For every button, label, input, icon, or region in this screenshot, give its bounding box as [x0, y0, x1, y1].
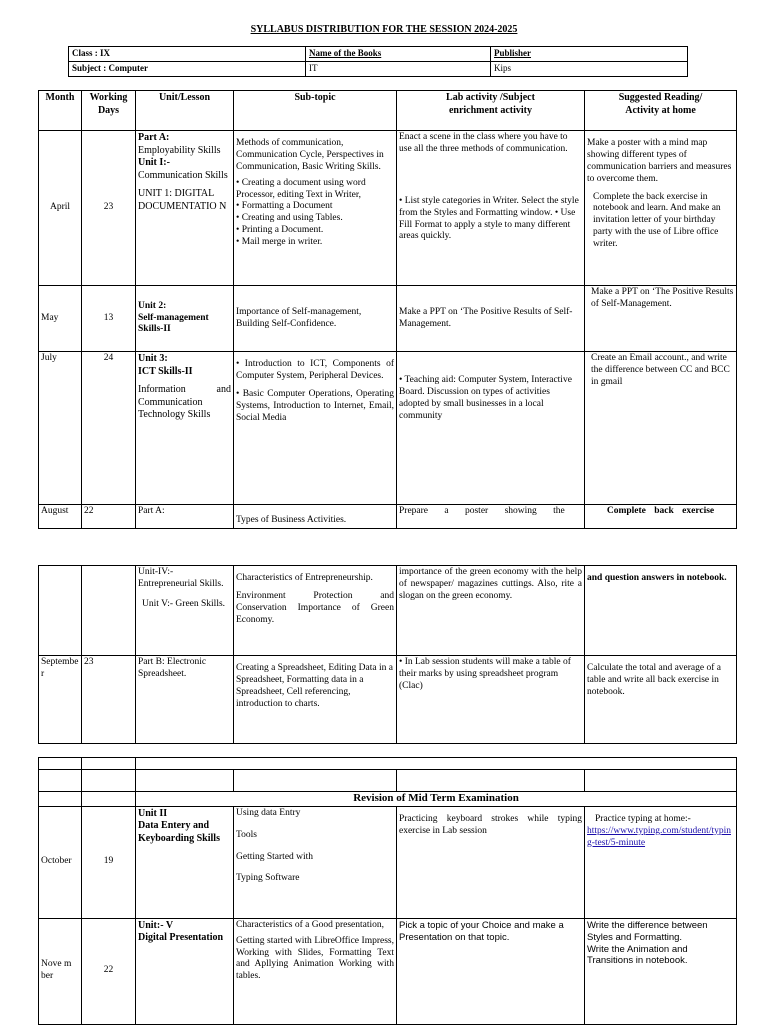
july-subtopic: • Introduction to ICT, Components of Computer System, Peripheral Devices. • Basic Computer Operations, Operating Systems, Introduction to Internet, Email, Social Media	[234, 352, 397, 505]
october-days: 19	[82, 806, 136, 918]
august-subtopic: Types of Business Activities.	[234, 505, 397, 529]
october-subtopic: Using data Entry Tools Getting Started with Typing Software	[234, 806, 397, 918]
august-cont-subtopic: Characteristics of Entrepreneurship. Environment Protection and Conservation Importance of Green Economy.	[234, 566, 397, 656]
class-label: Class : IX	[69, 47, 306, 62]
table-row-september	[39, 656, 737, 744]
october-unit: Unit II Data Entery and Keyboarding Skills	[136, 806, 234, 918]
august-month: August	[39, 505, 82, 529]
typing-test-link[interactable]: https://www.typing.com/student/typing-test/5-minute	[587, 825, 731, 848]
august-cont-lab: importance of the green economy with the help of newspaper/ magazines cuttings. Also, rite a slogan on the green economy.	[397, 566, 585, 656]
august-lab: Prepare a poster showing the	[397, 505, 585, 529]
info-table	[68, 46, 688, 77]
publisher-label: Publisher	[491, 47, 688, 62]
july-month: July	[39, 352, 82, 505]
may-month: May	[39, 286, 82, 352]
page-title: SYLLABUS DISTRIBUTION FOR THE SESSION 2024-2025	[250, 24, 518, 35]
header-lab: Lab activity /Subject enrichment activity	[397, 91, 585, 131]
september-days: 23	[82, 656, 136, 744]
revision-heading: Revision of Mid Term Examination	[136, 792, 737, 807]
november-reading: Write the difference between Styles and Formatting. Write the Animation and Transitions in notebook.	[585, 918, 737, 1024]
october-month: October	[39, 806, 82, 918]
table-row-august-cont	[39, 566, 737, 656]
july-days: 24	[82, 352, 136, 505]
october-lab: Practicing keyboard strokes while typing exercise in Lab session	[397, 806, 585, 918]
november-subtopic: Characteristics of a Good presentation, Getting started with LibreOffice Impress, Working with Slides, Formatting Text and Apllying Animation Working with tables.	[234, 918, 397, 1024]
november-month: Nove m ber	[39, 918, 82, 1024]
september-reading: Calculate the total and average of a table and write all back exercise in notebook.	[585, 656, 737, 744]
table-row-november	[39, 918, 737, 1024]
publisher-value: Kips	[491, 62, 688, 77]
september-lab: • In Lab session students will make a table of their marks by using spreadsheet program (Clac)	[397, 656, 585, 744]
books-label: Name of the Books	[306, 47, 491, 62]
table-row-october	[39, 806, 737, 918]
july-unit: Unit 3: ICT Skills-II Information and Communication Technology Skills	[136, 352, 234, 505]
october-reading: Practice typing at home:- https://www.typing.com/student/typing-test/5-minute	[585, 806, 737, 918]
april-reading: Make a poster with a mind map showing different types of communication barriers and measures to overcome them. Complete the back exercise in notebook and learn. And make an invitation letter of your birthday party with the use of Libre office writer.	[585, 131, 737, 286]
november-unit: Unit:- V Digital Presentation	[136, 918, 234, 1024]
september-subtopic: Creating a Spreadsheet, Editing Data in a Spreadsheet, Formatting data in a Spreadsheet, Cell referencing, introduction to charts.	[234, 656, 397, 744]
april-lab: Enact a scene in the class where you have to use all the three methods of communication. • List style categories in Writer. Select the style from the Styles and Formatting window. • Use Fill Format to apply a style to many different areas quickly.	[397, 131, 585, 286]
august-unit: Part A:	[136, 505, 234, 529]
header-working-days: Working Days	[82, 91, 136, 131]
table-row-april	[39, 131, 737, 286]
header-subtopic: Sub-topic	[234, 91, 397, 131]
syllabus-table-1	[38, 90, 737, 529]
table-row-may	[39, 286, 737, 352]
august-cont-unit: Unit-IV:- Entrepreneurial Skills. Unit V:- Green Skills.	[136, 566, 234, 656]
subject-label: Subject : Computer	[69, 62, 306, 77]
book-value: IT	[306, 62, 491, 77]
august-reading: Complete back exercise	[585, 505, 737, 529]
header-month: Month	[39, 91, 82, 131]
header-reading: Suggested Reading/ Activity at home	[585, 91, 737, 131]
september-unit: Part B: Electronic Spreadsheet.	[136, 656, 234, 744]
november-lab: Pick a topic of your Choice and make a Presentation on that topic.	[397, 918, 585, 1024]
april-unit: Part A: Employability Skills Unit I:- Communication Skills UNIT 1: DIGITAL DOCUMENTATIO N	[136, 131, 234, 286]
table-row-august	[39, 505, 737, 529]
revision-row	[39, 792, 737, 807]
may-days: 13	[82, 286, 136, 352]
syllabus-table-2	[38, 565, 737, 744]
july-lab: • Teaching aid: Computer System, Interactive Board. Discussion on types of activities adopted by small businesses in a local community	[397, 352, 585, 505]
may-unit: Unit 2: Self-management Skills-II	[136, 286, 234, 352]
september-month: Septembe r	[39, 656, 82, 744]
may-subtopic: Importance of Self-management, Building Self-Confidence.	[234, 286, 397, 352]
syllabus-table-3	[38, 757, 737, 1025]
november-days: 22	[82, 918, 136, 1024]
april-month: April	[39, 131, 82, 286]
table-row-july	[39, 352, 737, 505]
august-cont-reading: and question answers in notebook.	[585, 566, 737, 656]
may-lab: Make a PPT on ‘The Positive Results of Self-Management.	[397, 286, 585, 352]
may-reading: Make a PPT on ‘The Positive Results of Self-Management.	[585, 286, 737, 352]
august-days: 22	[82, 505, 136, 529]
april-subtopic: Methods of communication, Communication Cycle, Perspectives in Communication, Basic Writing Skills. • Creating a document using word Processor, editing Text in Writer, • Formatting a Document • Creating and using Tables. • Printing a Document. • Mail merge in writer.	[234, 131, 397, 286]
july-reading: Create an Email account., and write the difference between CC and BCC in gmail	[585, 352, 737, 505]
header-row	[39, 91, 737, 131]
april-days: 23	[82, 131, 136, 286]
header-unit: Unit/Lesson	[136, 91, 234, 131]
